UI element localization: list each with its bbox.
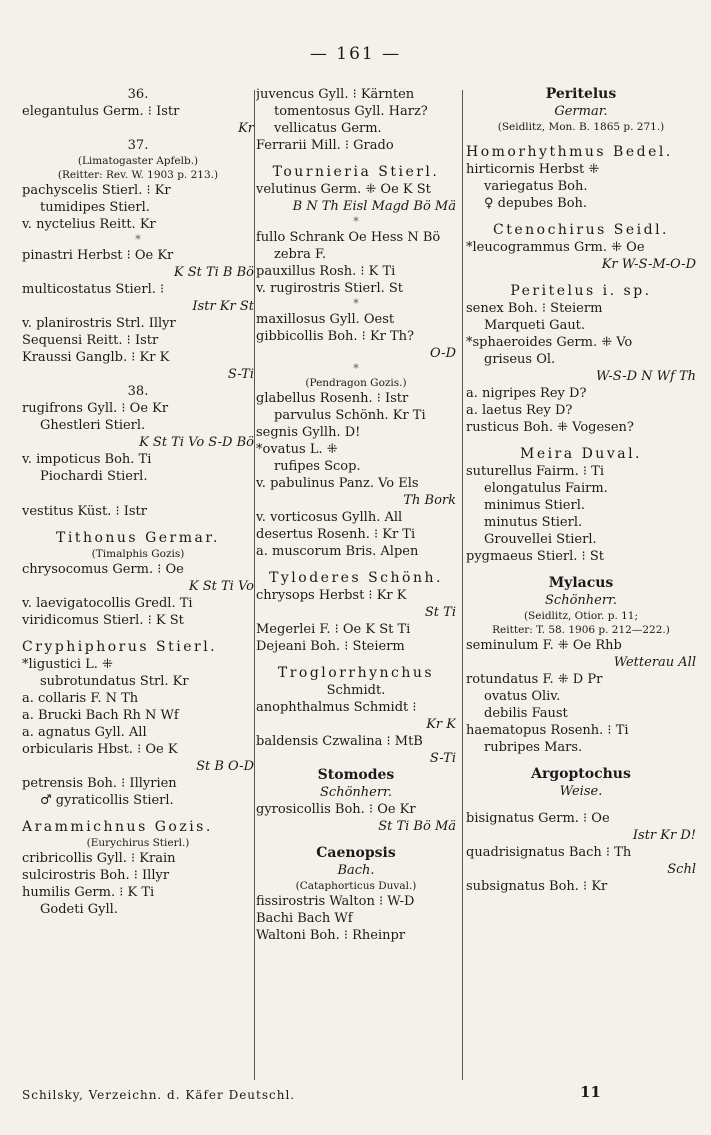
entry-line: Tithonus Germar. (56, 530, 220, 546)
footer-citation: Schilsky, Verzeichn. d. Käfer Deutschl. (22, 1088, 296, 1102)
entry-line: tomentosus Gyll. Harz? (274, 104, 428, 119)
entry-line: velutinus Germ. ⁜ Oe K St (256, 182, 431, 197)
entry-line: * (135, 233, 141, 246)
entry-line: 37. (127, 138, 149, 153)
entry-line: *ovatus L. ⁜ (256, 442, 338, 457)
entry-line: Germar. (554, 104, 608, 119)
spacer (466, 800, 696, 810)
entry-line: maxillosus Gyll. Oest (256, 312, 395, 327)
entry-line: Meira Duval. (519, 446, 642, 462)
entry-line: debilis Faust (484, 706, 568, 721)
entry-line: * (353, 297, 359, 310)
entry-line: a. agnatus Gyll. All (22, 725, 147, 740)
entry-line: pauxillus Rosh. ⁝ K Ti (256, 264, 396, 279)
entry-line: Schönherr. (545, 593, 617, 608)
spacer (22, 629, 254, 639)
spacer (466, 436, 696, 446)
entry-line: desertus Rosenh. ⁝ Kr Ti (256, 527, 416, 542)
entry-line: St B O-D (196, 759, 254, 774)
entry-line: Ferrarii Mill. ⁝ Grado (256, 138, 394, 153)
entry-line: glabellus Rosenh. ⁝ Istr (256, 391, 409, 406)
entry-line: subsignatus Boh. ⁝ Kr (466, 879, 608, 894)
spacer (466, 565, 696, 575)
entry-line: Schl (667, 862, 696, 877)
entry-line: Schmidt. (326, 683, 386, 698)
entry-line: B N Th Eisl Magd Bö Mä (292, 199, 456, 214)
entry-line: Istr Kr St (192, 299, 254, 314)
signature-mark: 11 (580, 1083, 601, 1101)
spacer (256, 835, 456, 845)
entry-line: 36. (127, 87, 149, 102)
entry-line: rotundatus F. ⁜ D Pr (466, 672, 603, 687)
entry-line: rufipes Scop. (274, 459, 361, 474)
entry-line: subrotundatus Strl. Kr (40, 674, 189, 689)
entry-line: seminulum F. ⁜ Oe Rhb (466, 638, 622, 653)
entry-line: viridicomus Stierl. ⁝ K St (22, 613, 184, 628)
entry-line: ♀ depubes Boh. (484, 196, 588, 211)
entry-line: Stomodes (317, 767, 395, 783)
entry-line: pinastri Herbst ⁝ Oe Kr (22, 248, 174, 263)
entry-line: Marqueti Gaut. (484, 318, 586, 333)
spacer (256, 655, 456, 665)
entry-line: Tyloderes Schönh. (269, 570, 443, 586)
entry-line: suturellus Fairm. ⁝ Ti (466, 464, 604, 479)
entry-line: Godeti Gyll. (40, 902, 118, 917)
spacer (466, 756, 696, 766)
entry-line: Bachi Bach Wf (256, 911, 353, 926)
entry-line: W-S-D N Wf Th (596, 369, 696, 384)
entry-line: K St Ti B Bö (173, 265, 254, 280)
entry-line: griseus Ol. (484, 352, 556, 367)
entry-line: v. rugirostris Stierl. St (256, 281, 403, 296)
entry-line: v. impoticus Boh. Ti (22, 452, 152, 467)
spacer (256, 560, 456, 570)
entry-line: chrysocomus Germ. ⁝ Oe (22, 562, 184, 577)
entry-line: Bach. (337, 863, 375, 878)
entry-line: multicostatus Stierl. ⁝ (22, 282, 165, 297)
column-divider-right (462, 90, 463, 1080)
entry-line: hirticornis Herbst ⁜ (466, 162, 600, 177)
spacer (22, 809, 254, 819)
entry-line: minimus Stierl. (484, 498, 586, 513)
entry-line: elegantulus Germ. ⁝ Istr (22, 104, 180, 119)
entry-line: St Ti (424, 605, 456, 620)
entry-line: ovatus Oliv. (484, 689, 561, 704)
entry-line: vestitus Küst. ⁝ Istr (22, 504, 147, 519)
entry-line: Th Bork (403, 493, 456, 508)
spacer (22, 520, 254, 530)
entry-line: K St Ti Vo (188, 579, 254, 594)
entry-line: Schönherr. (320, 785, 392, 800)
spacer (466, 134, 696, 144)
entry-line: Kr (238, 121, 254, 136)
entry-line: S-Ti (429, 751, 456, 766)
entry-line: Homorhythmus Bedel. (466, 144, 673, 160)
entry-line: Wetterau All (613, 655, 696, 670)
entry-line: a. muscorum Bris. Alpen (256, 544, 419, 559)
entry-line: Waltoni Boh. ⁝ Rheinpr (256, 928, 406, 943)
entry-line: Kr W-S-M-O-D (601, 257, 696, 272)
entry-line: St Ti Bö Mä (378, 819, 456, 834)
entry-line: variegatus Boh. (484, 179, 588, 194)
entry-line: ♂ gyraticollis Stierl. (40, 793, 174, 808)
entry-line: (Seidlitz, Otior. p. 11; (523, 610, 639, 622)
entry-line: (Reitter: Rev. W. 1903 p. 213.) (57, 169, 219, 181)
entry-line: (Limatogaster Apfelb.) (77, 155, 199, 167)
entry-line: Grouvellei Stierl. (484, 532, 597, 547)
entry-line: v. laevigatocollis Gredl. Ti (22, 596, 193, 611)
entry-line: juvencus Gyll. ⁝ Kärnten (256, 87, 415, 102)
entry-line: a. laetus Rey D? (466, 403, 573, 418)
entry-line: v. pabulinus Panz. Vo Els (256, 476, 419, 491)
entry-line: Kr K (426, 717, 456, 732)
spacer (466, 273, 696, 283)
entry-line: gyrosicollis Boh. ⁝ Oe Kr (256, 802, 416, 817)
entry-line: v. vorticosus Gyllh. All (256, 510, 403, 525)
entry-line: a. collaris F. N Th (22, 691, 139, 706)
entry-line: elongatulus Fairm. (484, 481, 608, 496)
spacer (256, 154, 456, 164)
entry-line: humilis Germ. ⁝ K Ti (22, 885, 155, 900)
entry-line: anophthalmus Schmidt ⁝ (256, 700, 417, 715)
spacer (22, 485, 254, 503)
entry-line: Peritelus (545, 86, 617, 102)
column-right (466, 86, 696, 895)
entry-line: Dejeani Boh. ⁝ Steierm (256, 639, 405, 654)
entry-line: (Cataphorticus Duval.) (295, 880, 417, 892)
entry-line: haematopus Rosenh. ⁝ Ti (466, 723, 629, 738)
column-divider-left (254, 90, 255, 1080)
entry-line: rubripes Mars. (484, 740, 583, 755)
entry-line: pygmaeus Stierl. ⁝ St (466, 549, 604, 564)
entry-line: gibbicollis Boh. ⁝ Kr Th? (256, 329, 415, 344)
entry-line: rugifrons Gyll. ⁝ Oe Kr (22, 401, 169, 416)
entry-line: Piochardi Stierl. (40, 469, 148, 484)
entry-line: (Timalphis Gozis) (91, 548, 185, 560)
entry-line: fullo Schrank Oe Hess N Bö (256, 230, 441, 245)
entry-line: senex Boh. ⁝ Steierm (466, 301, 603, 316)
entry-line: * (353, 215, 359, 228)
entry-line: Kraussi Ganglb. ⁝ Kr K (22, 350, 170, 365)
column-left (22, 86, 254, 918)
page-number: — 161 — (309, 44, 402, 64)
entry-line: O-D (430, 346, 456, 361)
entry-line: 38. (127, 384, 149, 399)
entry-line: segnis Gyllh. D! (256, 425, 361, 440)
entry-line: parvulus Schönh. Kr Ti (274, 408, 426, 423)
entry-line: Mylacus (548, 575, 614, 591)
entry-line: Ctenochirus Seidl. (493, 222, 669, 238)
entry-line: petrensis Boh. ⁝ Illyrien (22, 776, 177, 791)
entry-line: orbicularis Hbst. ⁝ Oe K (22, 742, 178, 757)
entry-line: S-Ti (227, 367, 254, 382)
entry-line: Reitter: T. 58. 1906 p. 212—222.) (492, 624, 670, 636)
entry-line: Weise. (559, 784, 603, 799)
entry-line: Caenopsis (316, 845, 396, 861)
entry-line: tumidipes Stierl. (40, 200, 150, 215)
entry-line: v. planirostris Strl. Illyr (22, 316, 176, 331)
entry-line: Peritelus i. sp. (510, 283, 652, 299)
entry-line: sulcirostris Boh. ⁝ Illyr (22, 868, 170, 883)
entry-line: Troglorrhynchus (277, 665, 435, 681)
entry-line: Megerlei F. ⁝ Oe K St Ti (256, 622, 411, 637)
entry-line: cribricollis Gyll. ⁝ Krain (22, 851, 176, 866)
entry-line: fissirostris Walton ⁝ W-D (256, 894, 415, 909)
entry-line: * (353, 362, 359, 375)
entry-line: Tournieria Stierl. (272, 164, 440, 180)
entry-line: chrysops Herbst ⁝ Kr K (256, 588, 407, 603)
entry-line: Ghestleri Stierl. (40, 418, 146, 433)
entry-line: (Eurychirus Stierl.) (86, 837, 190, 849)
entry-line: Istr Kr D! (632, 828, 696, 843)
entry-line: (Pendragon Gozis.) (305, 377, 407, 389)
entry-line: bisignatus Germ. ⁝ Oe (466, 811, 610, 826)
entry-line: v. nyctelius Reitt. Kr (22, 217, 156, 232)
entry-line: *leucogrammus Grm. ⁜ Oe (466, 240, 645, 255)
entry-line: vellicatus Germ. (274, 121, 382, 136)
entry-line: *sphaeroides Germ. ⁜ Vo (466, 335, 633, 350)
entry-line: *ligustici L. ⁜ (22, 657, 113, 672)
entry-line: Argoptochus (531, 766, 631, 782)
entry-line: pachyscelis Stierl. ⁝ Kr (22, 183, 171, 198)
entry-line: zebra F. (274, 247, 327, 262)
column-middle (256, 86, 456, 944)
entry-line: Arammichnus Gozis. (22, 819, 213, 835)
entry-line: minutus Stierl. (484, 515, 583, 530)
entry-line: rusticus Boh. ⁜ Vogesen? (466, 420, 634, 435)
entry-line: a. Brucki Bach Rh N Wf (22, 708, 179, 723)
entry-line: Cryphiphorus Stierl. (22, 639, 218, 655)
entry-line: baldensis Czwalina ⁝ MtB (256, 734, 423, 749)
entry-line: quadrisignatus Bach ⁝ Th (466, 845, 632, 860)
entry-line: a. nigripes Rey D? (466, 386, 587, 401)
entry-line: Sequensi Reitt. ⁝ Istr (22, 333, 159, 348)
spacer (466, 212, 696, 222)
entry-line: (Seidlitz, Mon. B. 1865 p. 271.) (497, 121, 665, 133)
entry-line: K St Ti Vo S-D Bö (139, 435, 254, 450)
